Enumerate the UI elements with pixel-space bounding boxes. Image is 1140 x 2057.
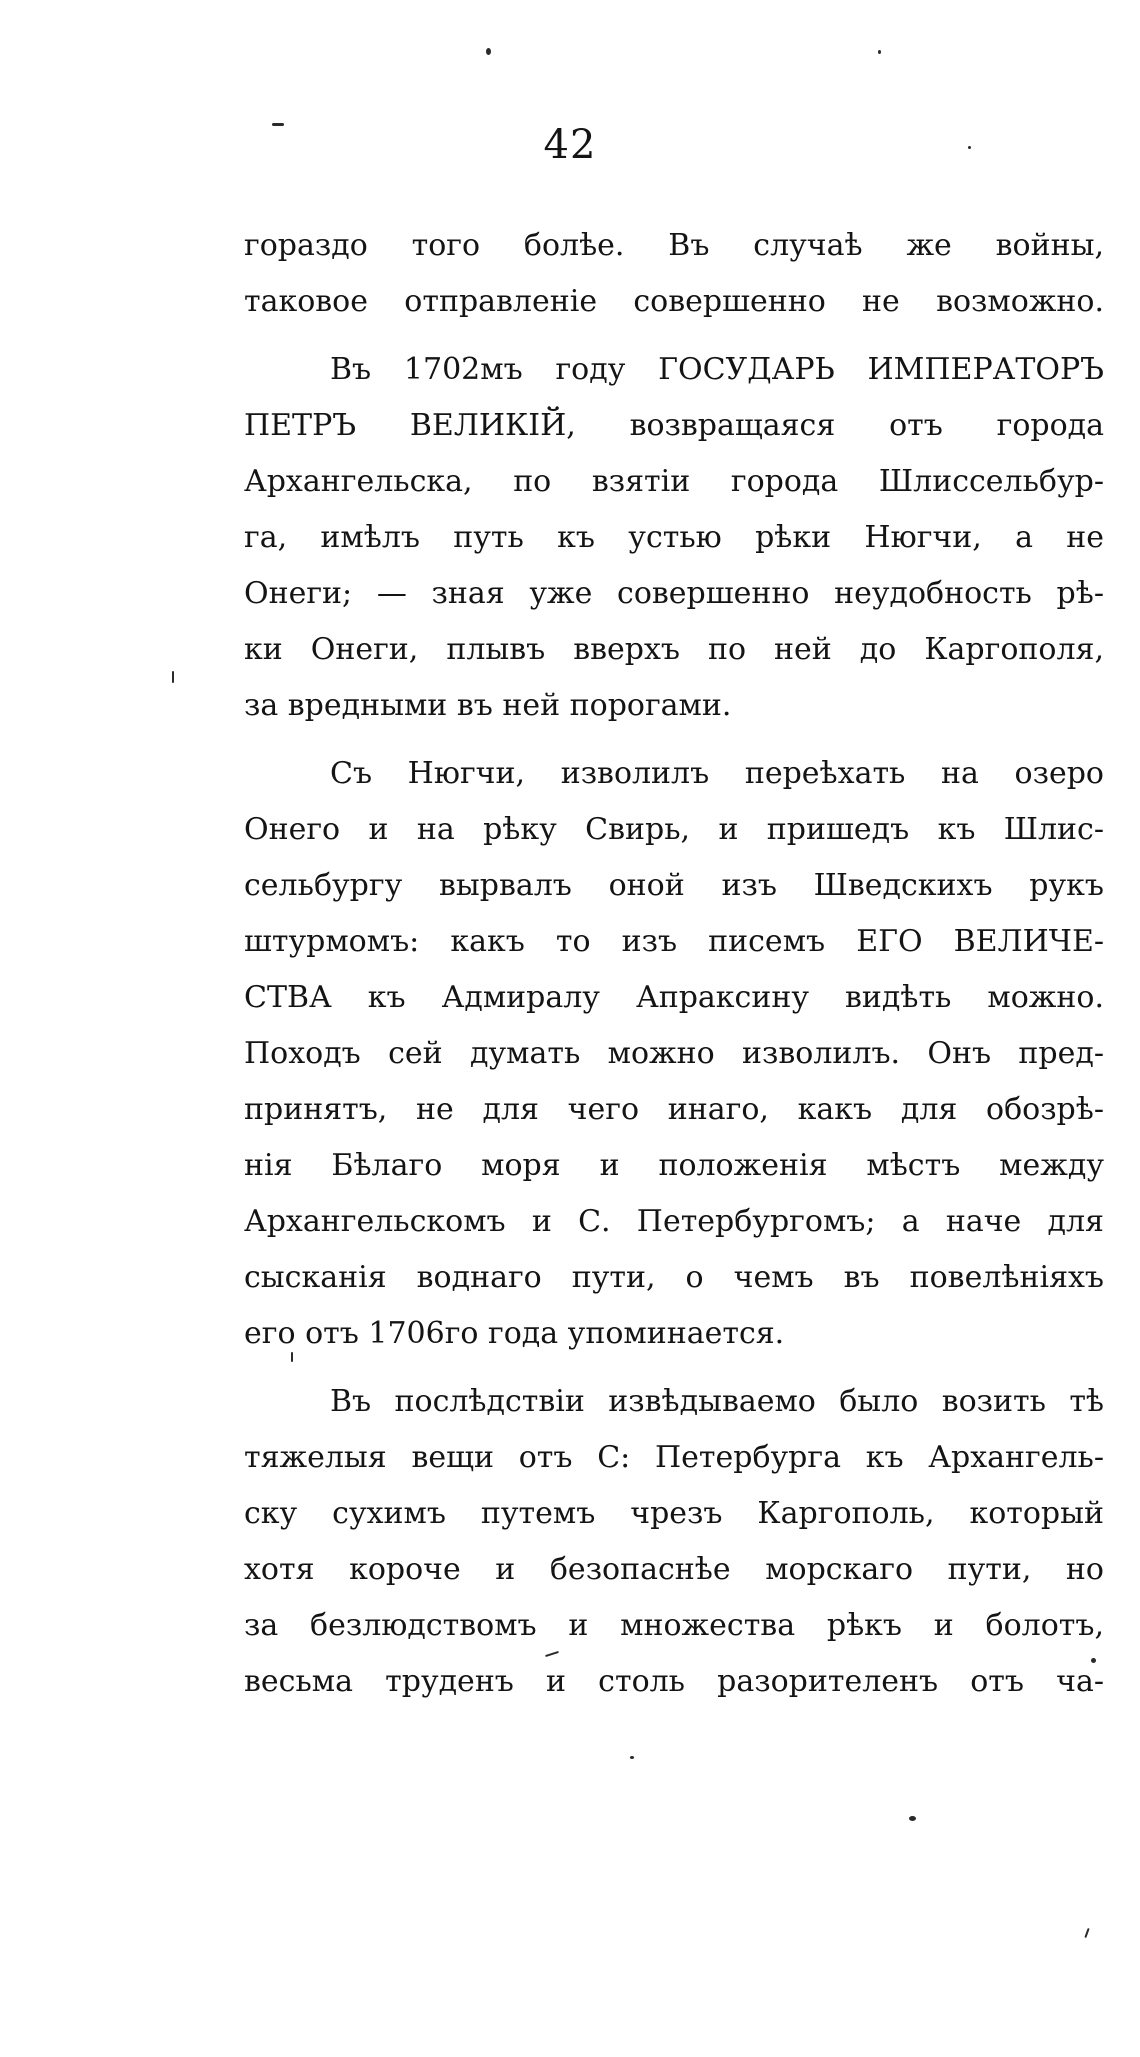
text-line: весьма труденъ и столь разорителенъ отъ ча-	[244, 1664, 1104, 1699]
text-line: принятъ, не для чего инаго, какъ для обозрѣ-	[244, 1092, 1104, 1127]
scan-speck	[878, 50, 881, 54]
scan-speck	[630, 1756, 634, 1759]
paragraph	[244, 746, 1104, 1362]
text-line: Онеги; — зная уже совершенно неудобность рѣ-	[244, 576, 1104, 611]
scan-speck	[1091, 1658, 1096, 1663]
page-number: 42	[543, 122, 597, 168]
scan-speck	[272, 123, 284, 126]
scan-speck	[909, 1816, 916, 1821]
text-line: ки Онеги, плывъ вверхъ по ней до Каргополя,	[244, 632, 1104, 667]
scan-speck	[291, 1352, 293, 1362]
paragraph	[244, 218, 1104, 330]
scan-speck	[172, 671, 174, 683]
text-line: хотя короче и безопаснѣе морскаго пути, но	[244, 1552, 1104, 1587]
scan-speck	[486, 48, 491, 55]
text-line: сельбургу вырвалъ оной изъ Шведскихъ рукъ	[244, 868, 1104, 903]
text-line: Онего и на рѣку Свирь, и пришедъ къ Шлис-	[244, 812, 1104, 847]
text-line: ску сухимъ путемъ чрезъ Каргополь, который	[244, 1496, 1104, 1531]
text-line: га, имѣлъ путь къ устью рѣки Нюгчи, а не	[244, 520, 1104, 555]
text-line: гораздо того болѣе. Въ случаѣ же войны,	[244, 228, 1104, 263]
text-line: тяжелыя вещи отъ С: Петербурга къ Архангель-	[244, 1440, 1104, 1475]
text-line: Въ послѣдствіи извѣдываемо было возить тѣ	[330, 1384, 1104, 1419]
text-line: Въ 1702мъ году ГОСУДАРЬ ИМПЕРАТОРЪ	[330, 352, 1104, 387]
paragraph	[244, 342, 1104, 734]
text-line: Походъ сей думать можно изволилъ. Онъ пред-	[244, 1036, 1104, 1071]
text-line: Архангельска, по взятіи города Шлиссельбур-	[244, 464, 1104, 499]
text-line: сысканія воднаго пути, о чемъ въ повелѣніяхъ	[244, 1260, 1104, 1295]
scan-speck	[1084, 1928, 1089, 1938]
text-line: Съ Нюгчи, изволилъ переѣхать на озеро	[330, 756, 1104, 791]
text-line: за безлюдствомъ и множества рѣкъ и болотъ,	[244, 1608, 1104, 1643]
text-line: таковое отправленіе совершенно не возможно.	[244, 284, 1104, 319]
body-text	[244, 218, 1104, 1710]
text-line: Архангельскомъ и С. Петербургомъ; а наче для	[244, 1204, 1104, 1239]
scan-speck	[968, 146, 971, 149]
text-line: за вредными въ ней порогами.	[244, 688, 732, 723]
text-line: ПЕТРЪ ВЕЛИКІЙ, возвращаяся отъ города	[244, 408, 1104, 443]
paragraph	[244, 1374, 1104, 1710]
text-line: штурмомъ: какъ то изъ писемъ ЕГО ВЕЛИЧЕ-	[244, 924, 1104, 959]
text-line: СТВА къ Адмиралу Апраксину видѣть можно.	[244, 980, 1104, 1015]
text-line: нія Бѣлаго моря и положенія мѣстъ между	[244, 1148, 1104, 1183]
text-line: его отъ 1706го года упоминается.	[244, 1316, 785, 1351]
